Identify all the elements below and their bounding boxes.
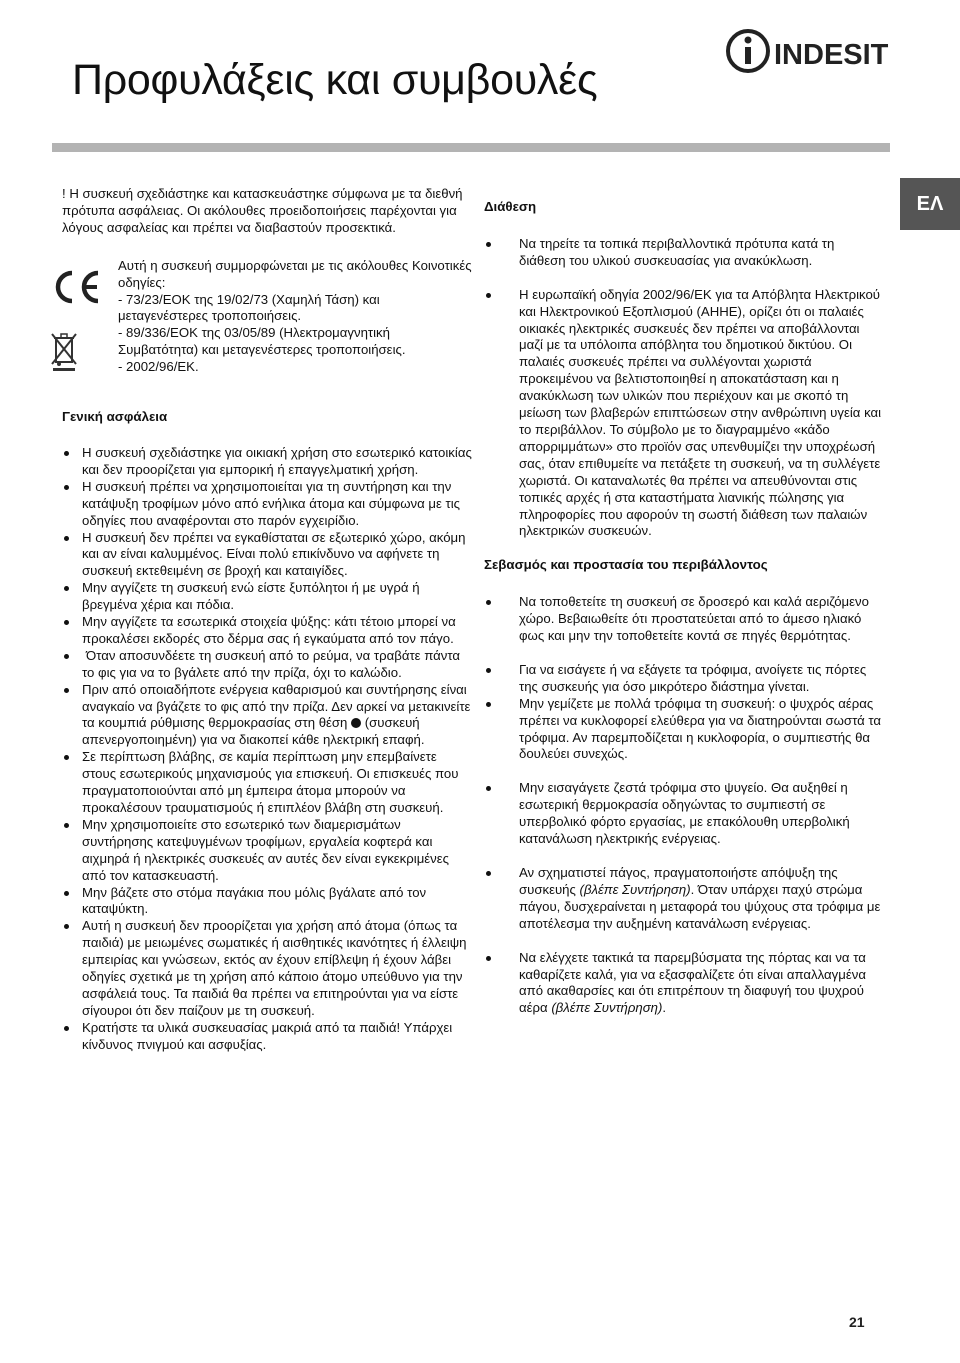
list-item: Κρατήστε τα υλικά συσκευασίας μακριά από τα παιδιά! Υπάρχει κίνδυνος πνιγμού και ασφυξίας. — [62, 1020, 472, 1054]
list-item: Η ευρωπαϊκή οδηγία 2002/96/ΕΚ για τα Απόβλητα Ηλεκτρικού και Ηλεκτρονικού Εξοπλισμού (ΑΗΗΕ), ορίζει ότι οι παλαιές οικιακές ηλεκτρικές συσκευές δεν πρέπει να αποβάλλονται μαζί με τα υπόλοιπα απόβλητα του δημοτικού δικτύου. Οι παλαιές συσκευές πρέπει να συλλέγονται χωριστά προκειμένου να βελτιστοποιηθεί η αποκατάσταση και η ανακύκλωση των υλικών που περιέχουν και με σκοπό τη μείωση των βλαβερών επιπτώσεων στην ανθρώπινη υγεία και το περιβάλλον. Το σύμβολο με το διαγραμμένο «κάδο απορριμμάτων» στο προϊόν σας υπενθυμίζει την υποχρέωσή σας, όταν επιθυμείτε να πετάξετε τη συσκευή, να τη συλλέγετε χωριστά. Οι καταναλωτές θα πρέπει να απευθύνονται στις τοπικές αρχές ή στα καταστήματα λιανικής πώλησης για πληροφορίες που αφορούν τη σωστή διάθεση των παλαιών ηλεκτρικών συσκευών. — [484, 287, 884, 541]
list-item: Σε περίπτωση βλάβης, σε καμία περίπτωση μην επεμβαίνετε στους εσωτερικούς μηχανισμούς για επισκευή. Οι επισκευές που πραγματοποιούνται από μη έμπειρα άτομα μπορούν να προκαλέσουν τραυματισμούς ή επιπλέον βλάβη στη συσκευή. — [62, 749, 472, 817]
list-item: Μην γεμίζετε με πολλά τρόφιμα τη συσκευή: ο ψυχρός αέρας πρέπει να κυκλοφορεί ελεύθερα για να διατηρούνται σωστά τα τρόφιμα. Αν παρεμποδίζεται η κυκλοφορία, ο συμπιεστής θα δουλεύει συνεχώς. — [484, 696, 884, 764]
general-safety-list — [62, 445, 472, 1054]
right-column — [484, 199, 884, 1017]
cert-line: - 89/336/ΕΟΚ της 03/05/89 (Ηλεκτρομαγνητική Συμβατότητα) και μεταγενέστερες τροποποιήσεις. — [118, 325, 406, 358]
ce-mark-icon — [48, 269, 104, 305]
language-tab: ΕΛ — [900, 178, 960, 230]
list-item: Η συσκευή σχεδιάστηκε για οικιακή χρήση στο εσωτερικό κατοικίας και δεν προορίζεται για εμπορική ή επαγγελματική χρήση. — [62, 445, 472, 479]
see-maintenance-ref: (βλέπε Συντήρηση) — [551, 1000, 663, 1016]
indesit-logo — [726, 27, 906, 75]
disposal-heading: Διάθεση — [484, 199, 537, 214]
defrost-text: Αν σχηματιστεί πάγος, πραγματοποιήστε απόψυξη της συσκευής — [519, 865, 838, 897]
list-item — [484, 950, 884, 1018]
disposal-list — [484, 236, 884, 540]
list-item: Όταν αποσυνδέετε τη συσκευή από το ρεύμα, να τραβάτε πάντα το φις για να το βγάλετε από την πρίζα, όχι το καλώδιο. — [62, 648, 472, 682]
header-rule — [52, 143, 890, 152]
list-item: Μην χρησιμοποιείτε στο εσωτερικό των διαμερισμάτων συντήρησης κατεψυγμένων τροφίμων, εργαλεία κοφτερά και αιχμηρά ή ηλεκτρικές συσκευές αν αυτές δεν είναι εγκεκριμένες από τον κατασκευαστή. — [62, 817, 472, 885]
list-item: Η συσκευή πρέπει να χρησιμοποιείται για τη συντήρηση και την κατάψυξη τροφίμων μόνο από ενήλικα άτομα και σύμφωνα με τις οδηγίες που αναφέρονται στο παρόν εγχειρίδιο. — [62, 479, 472, 530]
list-item: Να τηρείτε τα τοπικά περιβαλλοντικά πρότυπα κατά τη διάθεση του υλικού συσκευασίας για ανακύκλωση. — [484, 236, 884, 270]
defrost-text-end: . Όταν υπάρχει παχύ στρώμα πάγου, δυσχεραίνεται η μεταφορά του ψύχους στα τρόφιμα με αποτέλεσμα την αυξημένη κατανάλωση ενέργειας. — [519, 881, 881, 931]
cert-line: Αυτή η συσκευή συμμορφώνεται με τις ακόλουθες Κοινοτικές οδηγίες: — [118, 257, 472, 290]
intro-text: ! Η συσκευή σχεδιάστηκε και κατασκευάστηκε σύμφωνα με τα διεθνή πρότυπα ασφάλειας. Οι ακόλουθες προειδοποιήσεις παρέχονται για λόγους ασφαλείας και πρέπει να διαβαστούν προσεκτικά. — [62, 186, 463, 235]
cleaning-text: Πριν από οποιαδήποτε ενέργεια καθαρισμού και συντήρησης είναι αναγκαίο να βγάζετε το φις από την πρίζα. Δεν αρκεί να μετακινείτε τα κουμπιά ρύθμισης θερμοκρασίας στη θέση — [82, 681, 471, 731]
page-number: 21 — [849, 1314, 865, 1330]
list-item: Αυτή η συσκευή δεν προορίζεται για χρήση από άτομα (όπως τα παιδιά) με μειωμένες σωματικές ή αισθητικές ικανότητες ή έλλειψη εμπειρίας και γνώσεων, εκτός αν έχουν επίβλεψη ή έχουν λάβει οδηγίες σχετικά με τη χρήση από κάποιο άτομο υπεύθυνο για την ασφάλειά τους. Τα παιδιά θα πρέπει να επιτηρούνται για να είστε σίγουροι ότι δεν παίζουν με τη συσκευή. — [62, 918, 472, 1019]
list-item: Μην εισαγάγετε ζεστά τρόφιμα στο ψυγείο. Θα αυξηθεί η εσωτερική θερμοκρασία οδηγώντας το συμπιεστή σε υπερβολικό φόρτο εργασίας, με επακόλουθη υπερβολική κατανάλωση ηλεκτρικής ενέργειας. — [484, 780, 884, 848]
page-title: Προφυλάξεις και συμβουλές — [72, 56, 598, 104]
list-item: Μην αγγίζετε τα εσωτερικά στοιχεία ψύξης: κάτι τέτοιο μπορεί να προκαλέσει εκδορές στο δέρμα σας ή εγκαύματα από τον πάγο. — [62, 614, 472, 648]
list-item — [484, 865, 884, 933]
gasket-text: Να ελέγχετε τακτικά τα παρεμβύσματα της πόρτας και να τα καθαρίζετε καλά, για να εξασφαλίζετε ότι είναι απαλλαγμένα από ακαθαρσίες και ότι επιτρέπουν τη διαφυγή του ψυχρού αέρα — [519, 949, 866, 1016]
list-item: Για να εισάγετε ή να εξάγετε τα τρόφιμα, ανοίγετε τις πόρτες της συσκευής για όσο μικρότερο διάστημα γίνεται. — [484, 662, 884, 696]
off-position-icon — [351, 718, 361, 728]
environment-list — [484, 594, 884, 1017]
cert-line: - 73/23/ΕΟΚ της 19/02/73 (Χαμηλή Τάση) και μεταγενέστερες τροποποιήσεις. — [118, 291, 380, 324]
cert-line: - 2002/96/ΕΚ. — [118, 359, 199, 375]
left-column — [62, 186, 472, 1054]
crossed-bin-icon — [50, 332, 78, 372]
brand-name: INDESIT — [774, 39, 889, 71]
certification-block — [62, 258, 472, 376]
environment-heading: Σεβασμός και προστασία του περιβάλλοντος — [484, 557, 768, 573]
list-item: Να τοποθετείτε τη συσκευή σε δροσερό και καλά αεριζόμενο χώρο. Βεβαιωθείτε ότι προστατεύεται από το άμεσο ηλιακό φως και μην την τοποθετείτε κοντά σε πηγές θερμότητας. — [484, 594, 884, 645]
list-item: Μην αγγίζετε τη συσκευή ενώ είστε ξυπόλητοι ή με υγρά ή βρεγμένα χέρια και πόδια. — [62, 580, 472, 614]
general-safety-heading: Γενική ασφάλεια — [62, 409, 168, 425]
cleaning-text-end: (συσκευή απενεργοποιημένη) για να διακοπεί κάθε ηλεκτρική επαφή. — [82, 715, 425, 748]
see-maintenance-ref: (βλέπε Συντήρηση) — [579, 881, 691, 897]
list-item-cleaning — [62, 682, 472, 750]
gasket-text-end: . — [662, 1000, 667, 1016]
list-item: Η συσκευή δεν πρέπει να εγκαθίσταται σε εξωτερικό χώρο, ακόμη και αν είναι καλυμμένος. Είναι πολύ επικίνδυνο να αφήνετε τη συσκευή εκτεθειμένη σε βροχή και καταιγίδες. — [62, 530, 472, 581]
list-item: Μην βάζετε στο στόμα παγάκια που μόλις βγάλατε από τον καταψύκτη. — [62, 885, 472, 919]
